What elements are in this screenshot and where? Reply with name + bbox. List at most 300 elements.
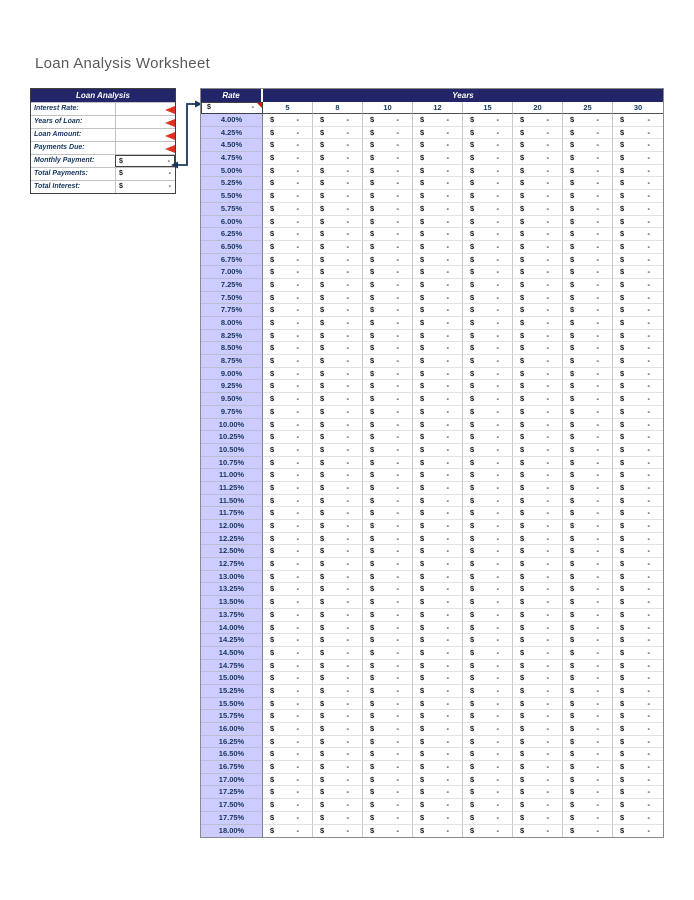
currency-symbol: $ bbox=[470, 774, 475, 784]
payment-cell bbox=[363, 571, 413, 584]
currency-symbol: $ bbox=[570, 800, 575, 810]
zero-value: - bbox=[446, 115, 449, 124]
payment-cell bbox=[413, 469, 463, 482]
payment-cell bbox=[363, 710, 413, 723]
payment-cell bbox=[413, 622, 463, 635]
currency-symbol: $ bbox=[370, 343, 375, 353]
payment-cell bbox=[263, 558, 313, 571]
payment-cell bbox=[513, 685, 563, 698]
currency-symbol: $ bbox=[470, 330, 475, 340]
currency-symbol: $ bbox=[370, 495, 375, 505]
currency-symbol: $ bbox=[320, 140, 325, 150]
rate-row bbox=[201, 114, 663, 127]
currency-symbol: $ bbox=[320, 749, 325, 759]
zero-value: - bbox=[296, 254, 299, 264]
currency-symbol: $ bbox=[570, 622, 575, 632]
zero-value: - bbox=[647, 191, 650, 201]
zero-value: - bbox=[546, 787, 549, 797]
currency-symbol: $ bbox=[270, 597, 275, 607]
currency-symbol: $ bbox=[520, 724, 525, 733]
zero-value: - bbox=[346, 800, 349, 810]
rate-cell: 17.75% bbox=[201, 812, 263, 825]
rate-cell: 12.75% bbox=[201, 558, 263, 571]
currency-symbol: $ bbox=[570, 482, 575, 492]
payment-cell bbox=[563, 660, 613, 673]
loan-output-cell bbox=[115, 155, 175, 167]
zero-value: - bbox=[396, 318, 399, 327]
payment-cell bbox=[313, 507, 363, 520]
rate-row bbox=[201, 317, 663, 330]
payment-cell bbox=[263, 152, 313, 165]
zero-value: - bbox=[647, 292, 650, 302]
rate-row bbox=[201, 431, 663, 444]
payment-cell bbox=[513, 152, 563, 165]
currency-symbol: $ bbox=[370, 482, 375, 492]
zero-value: - bbox=[546, 267, 549, 277]
zero-value: - bbox=[546, 609, 549, 619]
currency-symbol: $ bbox=[620, 673, 625, 683]
zero-value: - bbox=[546, 711, 549, 721]
payment-cell bbox=[513, 241, 563, 254]
currency-symbol: $ bbox=[370, 749, 375, 759]
payment-cell bbox=[263, 825, 313, 838]
currency-symbol: $ bbox=[470, 647, 475, 657]
payment-cell bbox=[563, 748, 613, 761]
currency-symbol: $ bbox=[570, 736, 575, 746]
payment-cell bbox=[563, 292, 613, 305]
currency-symbol: $ bbox=[620, 178, 625, 188]
currency-symbol: $ bbox=[320, 622, 325, 632]
currency-symbol: $ bbox=[320, 470, 325, 480]
payment-cell bbox=[463, 507, 513, 520]
zero-value: - bbox=[296, 622, 299, 632]
rate-cell: 12.25% bbox=[201, 533, 263, 546]
currency-symbol: $ bbox=[370, 521, 375, 530]
currency-symbol: $ bbox=[270, 736, 275, 746]
rate-cell: 14.25% bbox=[201, 634, 263, 647]
payment-cell bbox=[313, 368, 363, 381]
loan-field-label: Payments Due: bbox=[34, 144, 85, 151]
rate-cell: 11.25% bbox=[201, 482, 263, 495]
payment-cell bbox=[413, 254, 463, 267]
payment-cell bbox=[463, 304, 513, 317]
zero-value: - bbox=[346, 584, 349, 594]
payment-cell bbox=[613, 292, 663, 305]
currency-symbol: $ bbox=[470, 140, 475, 150]
currency-symbol: $ bbox=[570, 444, 575, 454]
zero-value: - bbox=[446, 749, 449, 759]
payment-cell bbox=[563, 190, 613, 203]
payment-cell bbox=[263, 216, 313, 229]
currency-symbol: $ bbox=[420, 229, 425, 239]
currency-symbol: $ bbox=[520, 685, 525, 695]
payment-cell bbox=[513, 317, 563, 330]
payment-cell bbox=[513, 647, 563, 660]
currency-symbol: $ bbox=[320, 559, 325, 569]
zero-value: - bbox=[647, 267, 650, 277]
payment-cell bbox=[513, 279, 563, 292]
currency-symbol: $ bbox=[620, 457, 625, 467]
zero-value: - bbox=[496, 495, 499, 505]
zero-value: - bbox=[496, 229, 499, 239]
payment-cell bbox=[563, 622, 613, 635]
currency-symbol: $ bbox=[370, 470, 375, 480]
zero-value: - bbox=[596, 774, 599, 784]
currency-symbol: $ bbox=[570, 368, 575, 378]
currency-symbol: $ bbox=[470, 495, 475, 505]
rate-cell: 15.75% bbox=[201, 710, 263, 723]
currency-symbol: $ bbox=[570, 178, 575, 188]
currency-symbol: $ bbox=[520, 571, 525, 581]
rate-row bbox=[201, 596, 663, 609]
payment-cell bbox=[363, 533, 413, 546]
currency-symbol: $ bbox=[270, 724, 275, 733]
zero-value: - bbox=[546, 660, 549, 670]
currency-symbol: $ bbox=[270, 825, 275, 835]
currency-symbol: $ bbox=[370, 216, 375, 226]
rate-row bbox=[201, 368, 663, 381]
rate-cell: 10.00% bbox=[201, 419, 263, 432]
payment-cell bbox=[563, 647, 613, 660]
payment-cell bbox=[413, 571, 463, 584]
rate-row bbox=[201, 761, 663, 774]
payment-cell bbox=[313, 786, 363, 799]
zero-value: - bbox=[596, 673, 599, 683]
rate-row bbox=[201, 748, 663, 761]
currency-symbol: $ bbox=[420, 647, 425, 657]
rate-cell: 5.00% bbox=[201, 165, 263, 178]
payment-cell bbox=[613, 647, 663, 660]
currency-symbol: $ bbox=[320, 647, 325, 657]
currency-symbol: $ bbox=[420, 812, 425, 822]
currency-symbol: $ bbox=[470, 711, 475, 721]
zero-value: - bbox=[296, 508, 299, 518]
currency-symbol: $ bbox=[370, 241, 375, 251]
currency-symbol: $ bbox=[320, 216, 325, 226]
currency-symbol: $ bbox=[270, 660, 275, 670]
zero-value: - bbox=[596, 685, 599, 695]
currency-symbol: $ bbox=[620, 191, 625, 201]
rate-row bbox=[201, 660, 663, 673]
payment-cell bbox=[413, 114, 463, 127]
zero-value: - bbox=[496, 521, 499, 530]
zero-value: - bbox=[296, 457, 299, 467]
currency-symbol: $ bbox=[420, 419, 425, 429]
payment-cell bbox=[313, 241, 363, 254]
zero-value: - bbox=[647, 698, 650, 708]
payment-cell bbox=[313, 203, 363, 216]
zero-value: - bbox=[296, 241, 299, 251]
payment-cell bbox=[313, 431, 363, 444]
payment-cell bbox=[263, 266, 313, 279]
currency-symbol: $ bbox=[420, 254, 425, 264]
currency-symbol: $ bbox=[570, 495, 575, 505]
rate-cell: 5.25% bbox=[201, 177, 263, 190]
zero-value: - bbox=[446, 736, 449, 746]
currency-symbol: $ bbox=[470, 444, 475, 454]
payment-cell bbox=[513, 698, 563, 711]
zero-value: - bbox=[647, 660, 650, 670]
payment-cell bbox=[263, 622, 313, 635]
currency-symbol: $ bbox=[520, 330, 525, 340]
currency-symbol: $ bbox=[320, 165, 325, 175]
currency-symbol: $ bbox=[420, 635, 425, 645]
currency-symbol: $ bbox=[320, 685, 325, 695]
payment-cell bbox=[513, 609, 563, 622]
currency-symbol: $ bbox=[420, 457, 425, 467]
rate-row bbox=[201, 393, 663, 406]
zero-value: - bbox=[346, 825, 349, 835]
currency-symbol: $ bbox=[520, 495, 525, 505]
payment-cell bbox=[313, 419, 363, 432]
currency-symbol: $ bbox=[270, 216, 275, 226]
currency-symbol: $ bbox=[620, 774, 625, 784]
payment-cell bbox=[613, 380, 663, 393]
currency-symbol: $ bbox=[470, 241, 475, 251]
payment-cell bbox=[513, 292, 563, 305]
currency-symbol: $ bbox=[320, 533, 325, 543]
payment-cell bbox=[563, 139, 613, 152]
zero-value: - bbox=[446, 216, 449, 226]
zero-value: - bbox=[396, 711, 399, 721]
currency-symbol: $ bbox=[270, 571, 275, 581]
payment-cell bbox=[263, 761, 313, 774]
zero-value: - bbox=[546, 698, 549, 708]
zero-value: - bbox=[647, 343, 650, 353]
currency-symbol: $ bbox=[370, 127, 375, 137]
currency-symbol: $ bbox=[270, 711, 275, 721]
rate-row bbox=[201, 634, 663, 647]
zero-value: - bbox=[496, 724, 499, 733]
zero-value: - bbox=[446, 444, 449, 454]
currency-symbol: $ bbox=[620, 279, 625, 289]
payment-cell bbox=[463, 228, 513, 241]
rate-row bbox=[201, 165, 663, 178]
zero-value: - bbox=[346, 724, 349, 733]
payment-cell bbox=[613, 139, 663, 152]
zero-value: - bbox=[546, 736, 549, 746]
currency-symbol: $ bbox=[270, 229, 275, 239]
loan-amount-cell bbox=[201, 102, 263, 114]
payment-cell bbox=[363, 596, 413, 609]
payment-cell bbox=[513, 533, 563, 546]
currency-symbol: $ bbox=[620, 812, 625, 822]
currency-symbol: $ bbox=[620, 533, 625, 543]
zero-value: - bbox=[346, 482, 349, 492]
zero-value: - bbox=[546, 673, 549, 683]
payment-cell bbox=[463, 190, 513, 203]
payment-cell bbox=[463, 165, 513, 178]
payment-cell bbox=[613, 177, 663, 190]
zero-value: - bbox=[396, 203, 399, 213]
zero-value: - bbox=[296, 444, 299, 454]
zero-value: - bbox=[647, 749, 650, 759]
payment-cell bbox=[313, 127, 363, 140]
payment-cell bbox=[413, 799, 463, 812]
zero-value: - bbox=[647, 356, 650, 366]
currency-symbol: $ bbox=[570, 318, 575, 327]
payment-cell bbox=[413, 216, 463, 229]
payment-cell bbox=[413, 710, 463, 723]
zero-value: - bbox=[346, 406, 349, 416]
currency-symbol: $ bbox=[570, 165, 575, 175]
zero-value: - bbox=[346, 216, 349, 226]
payment-cell bbox=[613, 190, 663, 203]
zero-value: - bbox=[496, 140, 499, 150]
currency-symbol: $ bbox=[570, 356, 575, 366]
currency-symbol: $ bbox=[470, 673, 475, 683]
payment-cell bbox=[613, 571, 663, 584]
zero-value: - bbox=[496, 533, 499, 543]
currency-symbol: $ bbox=[370, 318, 375, 327]
currency-symbol: $ bbox=[270, 647, 275, 657]
zero-value: - bbox=[546, 457, 549, 467]
payment-cell bbox=[513, 304, 563, 317]
zero-value: - bbox=[546, 394, 549, 404]
zero-value: - bbox=[496, 406, 499, 416]
zero-value: - bbox=[546, 533, 549, 543]
payment-cell bbox=[613, 660, 663, 673]
rate-cell: 9.75% bbox=[201, 406, 263, 419]
payment-cell bbox=[413, 647, 463, 660]
payment-cell bbox=[313, 355, 363, 368]
zero-value: - bbox=[396, 292, 399, 302]
zero-value: - bbox=[546, 559, 549, 569]
payment-cell bbox=[313, 736, 363, 749]
payment-cell bbox=[363, 355, 413, 368]
year-column-header: 8 bbox=[313, 102, 363, 114]
zero-value: - bbox=[546, 495, 549, 505]
zero-value: - bbox=[446, 203, 449, 213]
currency-symbol: $ bbox=[270, 356, 275, 366]
payment-cell bbox=[563, 685, 613, 698]
payment-cell bbox=[463, 216, 513, 229]
payment-cell bbox=[463, 660, 513, 673]
loan-field-label: Total Payments: bbox=[34, 170, 88, 177]
payment-cell bbox=[613, 469, 663, 482]
zero-value: - bbox=[446, 647, 449, 657]
zero-value: - bbox=[396, 254, 399, 264]
zero-value: - bbox=[496, 356, 499, 366]
loan-field-label: Total Interest: bbox=[34, 183, 81, 190]
zero-value: - bbox=[446, 787, 449, 797]
rate-cell: 13.25% bbox=[201, 583, 263, 596]
payment-cell bbox=[413, 786, 463, 799]
currency-symbol: $ bbox=[370, 762, 375, 772]
zero-value: - bbox=[446, 673, 449, 683]
payment-cell bbox=[263, 812, 313, 825]
currency-symbol: $ bbox=[270, 609, 275, 619]
zero-value: - bbox=[396, 419, 399, 429]
currency-symbol: $ bbox=[470, 457, 475, 467]
zero-value: - bbox=[396, 825, 399, 835]
payment-cell bbox=[313, 685, 363, 698]
zero-value: - bbox=[446, 508, 449, 518]
rate-cell: 5.75% bbox=[201, 203, 263, 216]
currency-symbol: $ bbox=[620, 711, 625, 721]
zero-value: - bbox=[167, 158, 170, 165]
payment-cell bbox=[313, 152, 363, 165]
zero-value: - bbox=[446, 533, 449, 543]
currency-symbol: $ bbox=[320, 356, 325, 366]
payment-cell bbox=[563, 279, 613, 292]
zero-value: - bbox=[647, 584, 650, 594]
currency-symbol: $ bbox=[370, 698, 375, 708]
currency-symbol: $ bbox=[270, 774, 275, 784]
rate-column-header: Rate bbox=[201, 89, 263, 102]
payment-cell bbox=[463, 609, 513, 622]
zero-value: - bbox=[496, 203, 499, 213]
zero-value: - bbox=[168, 170, 171, 177]
zero-value: - bbox=[546, 203, 549, 213]
payment-cell bbox=[563, 406, 613, 419]
currency-symbol: $ bbox=[270, 470, 275, 480]
currency-symbol: $ bbox=[470, 609, 475, 619]
currency-symbol: $ bbox=[620, 406, 625, 416]
zero-value: - bbox=[546, 178, 549, 188]
zero-value: - bbox=[647, 812, 650, 822]
currency-symbol: $ bbox=[320, 698, 325, 708]
currency-symbol: $ bbox=[520, 774, 525, 784]
currency-symbol: $ bbox=[270, 432, 275, 442]
zero-value: - bbox=[396, 685, 399, 695]
payment-cell bbox=[513, 139, 563, 152]
payment-cell bbox=[313, 228, 363, 241]
zero-value: - bbox=[296, 191, 299, 201]
payment-cell bbox=[613, 355, 663, 368]
rate-cell: 9.25% bbox=[201, 380, 263, 393]
payment-cell bbox=[363, 507, 413, 520]
payment-cell bbox=[363, 825, 413, 838]
currency-symbol: $ bbox=[420, 140, 425, 150]
zero-value: - bbox=[647, 419, 650, 429]
currency-symbol: $ bbox=[320, 153, 325, 163]
currency-symbol: $ bbox=[420, 533, 425, 543]
payment-cell bbox=[263, 444, 313, 457]
zero-value: - bbox=[446, 381, 449, 391]
payment-cell bbox=[263, 736, 313, 749]
payment-cell bbox=[563, 457, 613, 470]
payment-cell bbox=[513, 254, 563, 267]
payment-cell bbox=[513, 127, 563, 140]
rate-row bbox=[201, 152, 663, 165]
currency-symbol: $ bbox=[520, 267, 525, 277]
currency-symbol: $ bbox=[520, 292, 525, 302]
zero-value: - bbox=[446, 825, 449, 835]
currency-symbol: $ bbox=[420, 724, 425, 733]
payment-cell bbox=[563, 152, 613, 165]
currency-symbol: $ bbox=[570, 762, 575, 772]
zero-value: - bbox=[546, 292, 549, 302]
currency-symbol: $ bbox=[270, 546, 275, 556]
zero-value: - bbox=[396, 432, 399, 442]
zero-value: - bbox=[396, 546, 399, 556]
payment-cell bbox=[363, 380, 413, 393]
rate-row bbox=[201, 482, 663, 495]
currency-symbol: $ bbox=[520, 660, 525, 670]
zero-value: - bbox=[396, 812, 399, 822]
zero-value: - bbox=[647, 444, 650, 454]
rate-row bbox=[201, 799, 663, 812]
rate-cell: 4.50% bbox=[201, 139, 263, 152]
payment-cell bbox=[563, 241, 613, 254]
payment-cell bbox=[613, 812, 663, 825]
payment-cell bbox=[563, 203, 613, 216]
currency-symbol: $ bbox=[570, 153, 575, 163]
zero-value: - bbox=[296, 356, 299, 366]
currency-symbol: $ bbox=[470, 343, 475, 353]
zero-value: - bbox=[546, 432, 549, 442]
